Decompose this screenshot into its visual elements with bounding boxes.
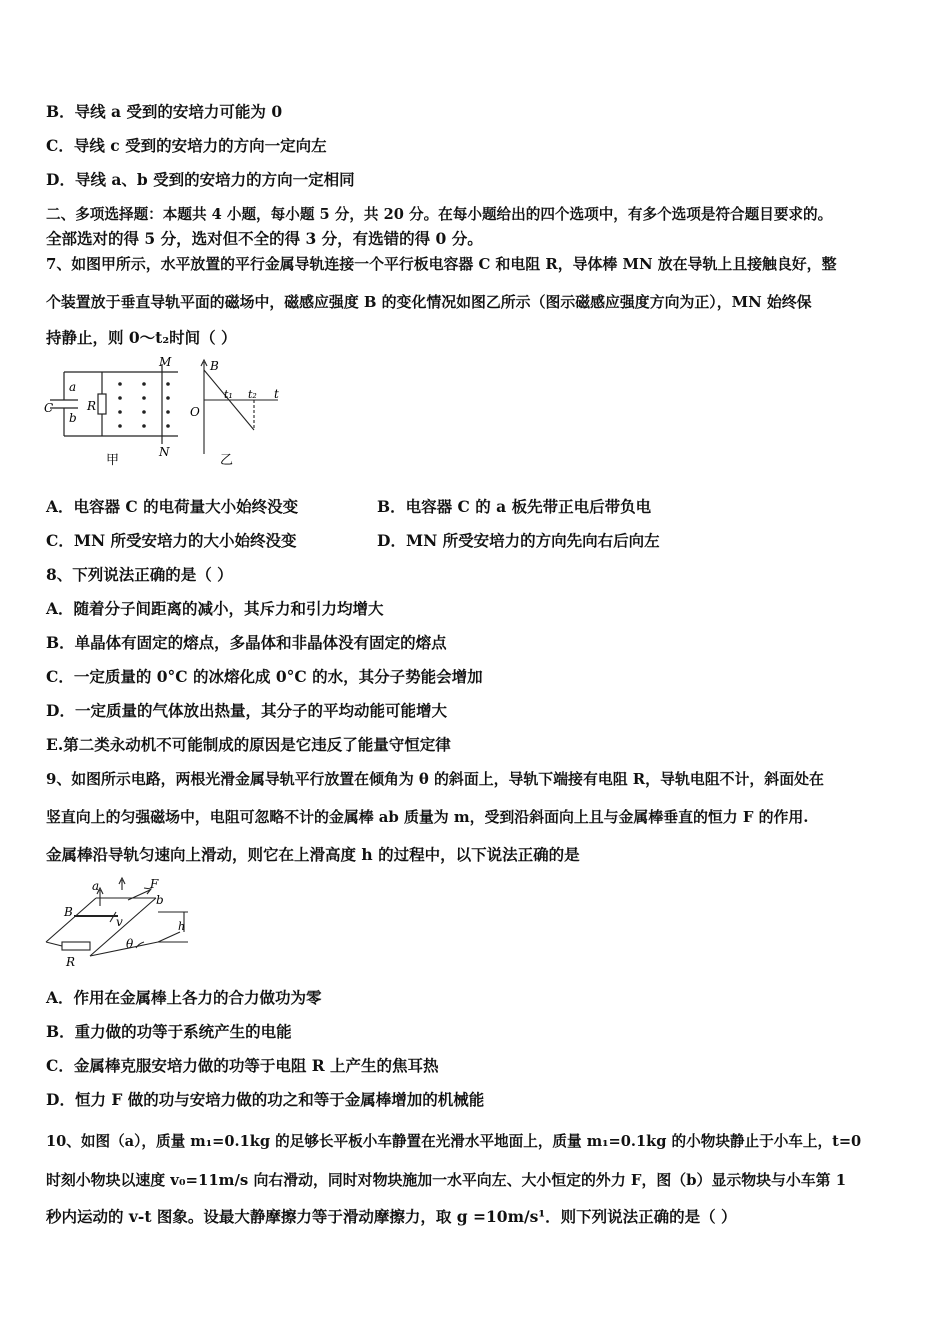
q7-option-c: C．MN 所受安培力的大小始终没变 [46, 531, 297, 550]
q7-figure-yi [201, 360, 278, 454]
q9-label-r: R [66, 955, 76, 968]
q7-stem-line3: 持静止，则 0～t₂时间（ ） [46, 328, 237, 347]
q6-option-d: D．导线 a、b 受到的安培力的方向一定相同 [46, 170, 355, 189]
q7-label-yi: 乙 [220, 453, 234, 468]
q7-label-t2: t₂ [248, 388, 257, 401]
q8-option-b: B．单晶体有固定的熔点，多晶体和非晶体没有固定的熔点 [46, 633, 447, 652]
q9-label-theta: θ [126, 937, 134, 951]
section2-heading-line2: 全部选对的得 5 分，选对但不全的得 3 分，有选错的得 0 分。 [46, 229, 483, 248]
q7-label-n: N [159, 445, 170, 459]
q10-stem-line3: 秒内运动的 v-t 图象。设最大静摩擦力等于滑动摩擦力，取 g =10m/s¹．则下列说法正确的是（ ） [46, 1207, 737, 1226]
q6-option-b: B．导线 a 受到的安培力可能为 0 [46, 102, 283, 121]
q7-label-jia: 甲 [106, 453, 120, 468]
q7-label-b: b [69, 411, 77, 425]
q7-option-b: B．电容器 C 的 a 板先带正电后带负电 [377, 497, 652, 516]
q9-stem-line1: 9、如图所示电路，两根光滑金属导轨平行放置在倾角为 θ 的斜面上，导轨下端接有电阻 R，导轨电阻不计，斜面处在 [46, 770, 824, 788]
q9-label-h: h [178, 920, 186, 933]
q7-figure [44, 356, 284, 468]
q9-option-d: D．恒力 F 做的功与安培力做的功之和等于金属棒增加的机械能 [46, 1090, 485, 1109]
q7-label-c: C [44, 401, 54, 415]
q9-label-field-b: B [64, 905, 73, 919]
q7-stem-line2: 个装置放于垂直导轨平面的磁场中，磁感应强度 B 的变化情况如图乙所示（图示磁感应强度方向为正），MN 始终保 [46, 293, 812, 311]
q7-label-a: a [69, 380, 77, 394]
q9-stem-line2: 竖直向上的匀强磁场中，电阻可忽略不计的金属棒 ab 质量为 m，受到沿斜面向上且与金属棒垂直的恒力 F 的作用. [46, 808, 809, 826]
q9-figure [40, 876, 200, 968]
q8-stem: 8、下列说法正确的是（ ） [46, 565, 233, 584]
q7-label-axis-b: B [210, 359, 219, 373]
q9-option-c: C．金属棒克服安培力做的功等于电阻 R 上产生的焦耳热 [46, 1056, 439, 1075]
q8-option-c: C．一定质量的 0°C 的冰熔化成 0°C 的水，其分子势能会增加 [46, 667, 483, 686]
q9-label-v: v [116, 915, 123, 929]
q7-label-t1: t₁ [224, 388, 233, 401]
q10-stem-line2: 时刻小物块以速度 v₀=11m/s 向右滑动，同时对物块施加一水平向左、大小恒定的外力 F，图（b）显示物块与小车第 1 [46, 1171, 847, 1189]
q6-option-c: C．导线 c 受到的安培力的方向一定向左 [46, 136, 327, 155]
q9-option-b: B．重力做的功等于系统产生的电能 [46, 1022, 292, 1041]
q8-option-d: D．一定质量的气体放出热量，其分子的平均动能可能增大 [46, 701, 447, 720]
q9-label-f: F [150, 877, 159, 891]
q7-label-t: t [274, 387, 279, 401]
q7-option-a: A．电容器 C 的电荷量大小始终没变 [46, 497, 299, 516]
section2-heading-line1: 二、多项选择题：本题共 4 小题，每小题 5 分，共 20 分。在每小题给出的四个选项中，有多个选项是符合题目要求的。 [46, 206, 833, 223]
q9-option-a: A．作用在金属棒上各力的合力做功为零 [46, 988, 322, 1007]
q7-label-r: R [87, 399, 97, 413]
q8-option-a: A．随着分子间距离的减小，其斥力和引力均增大 [46, 599, 384, 618]
q9-label-a: a [92, 879, 100, 893]
q7-stem-line1: 7、如图甲所示，水平放置的平行金属导轨连接一个平行板电容器 C 和电阻 R，导体棒 MN 放在导轨上且接触良好，整 [46, 255, 837, 273]
q7-option-d: D．MN 所受安培力的方向先向右后向左 [377, 531, 660, 550]
q9-label-b: b [156, 893, 164, 907]
q9-stem-line3: 金属棒沿导轨匀速向上滑动，则它在上滑高度 h 的过程中，以下说法正确的是 [46, 845, 580, 864]
q8-option-e: E.第二类永动机不可能制成的原因是它违反了能量守恒定律 [46, 735, 451, 754]
q7-label-origin: O [190, 405, 200, 419]
q7-label-m: M [159, 356, 172, 369]
q10-stem-line1: 10、如图（a），质量 m₁=0.1kg 的足够长平板小车静置在光滑水平地面上，质量 m₁=0.1kg 的小物块静止于小车上，t=0 [46, 1133, 862, 1150]
q7-figure-jia [50, 364, 178, 444]
